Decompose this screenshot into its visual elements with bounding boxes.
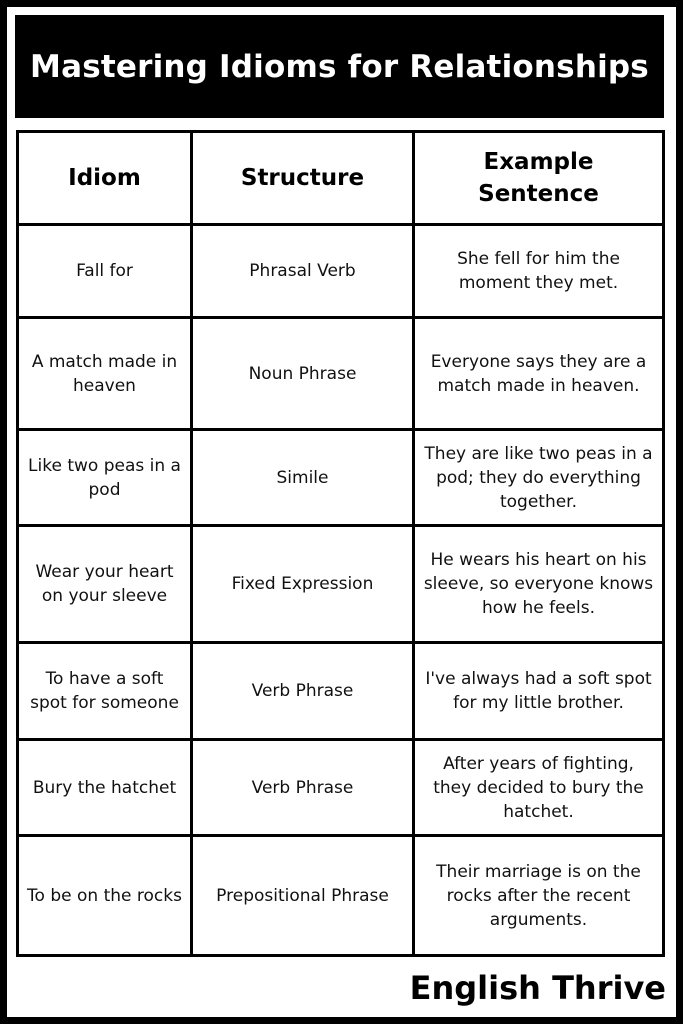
idiom-cell: Bury the hatchet [19, 741, 193, 837]
structure-cell: Verb Phrase [193, 741, 415, 837]
header-idiom: Idiom [19, 133, 193, 226]
table-row [19, 741, 662, 837]
idiom-cell: To be on the rocks [19, 837, 193, 954]
structure-cell: Fixed Expression [193, 527, 415, 644]
structure-cell: Verb Phrase [193, 644, 415, 741]
structure-cell: Prepositional Phrase [193, 837, 415, 954]
header-structure: Structure [193, 133, 415, 226]
idioms-table [16, 130, 665, 957]
brand-footer: English Thrive [409, 969, 666, 1007]
header-example-sentence: Example Sentence [415, 133, 662, 226]
example-cell: He wears his heart on his sleeve, so everyone knows how he feels. [415, 527, 662, 644]
table-row [19, 319, 662, 431]
table-header-row [19, 133, 662, 226]
idiom-cell: Like two peas in a pod [19, 431, 193, 527]
example-cell: Their marriage is on the rocks after the recent arguments. [415, 837, 662, 954]
table-row [19, 226, 662, 319]
table-row [19, 431, 662, 527]
title-banner [15, 15, 664, 118]
example-cell: I've always had a soft spot for my little brother. [415, 644, 662, 741]
table-row [19, 527, 662, 644]
structure-cell: Phrasal Verb [193, 226, 415, 319]
example-cell: She fell for him the moment they met. [415, 226, 662, 319]
idiom-cell: Fall for [19, 226, 193, 319]
table-row [19, 644, 662, 741]
idiom-cell: Wear your heart on your sleeve [19, 527, 193, 644]
idiom-cell: To have a soft spot for someone [19, 644, 193, 741]
structure-cell: Noun Phrase [193, 319, 415, 431]
page-title: Mastering Idioms for Relationships [30, 48, 649, 85]
example-cell: They are like two peas in a pod; they do everything together. [415, 431, 662, 527]
structure-cell: Simile [193, 431, 415, 527]
table-row [19, 837, 662, 954]
idiom-cell: A match made in heaven [19, 319, 193, 431]
example-cell: Everyone says they are a match made in heaven. [415, 319, 662, 431]
example-cell: After years of fighting, they decided to bury the hatchet. [415, 741, 662, 837]
